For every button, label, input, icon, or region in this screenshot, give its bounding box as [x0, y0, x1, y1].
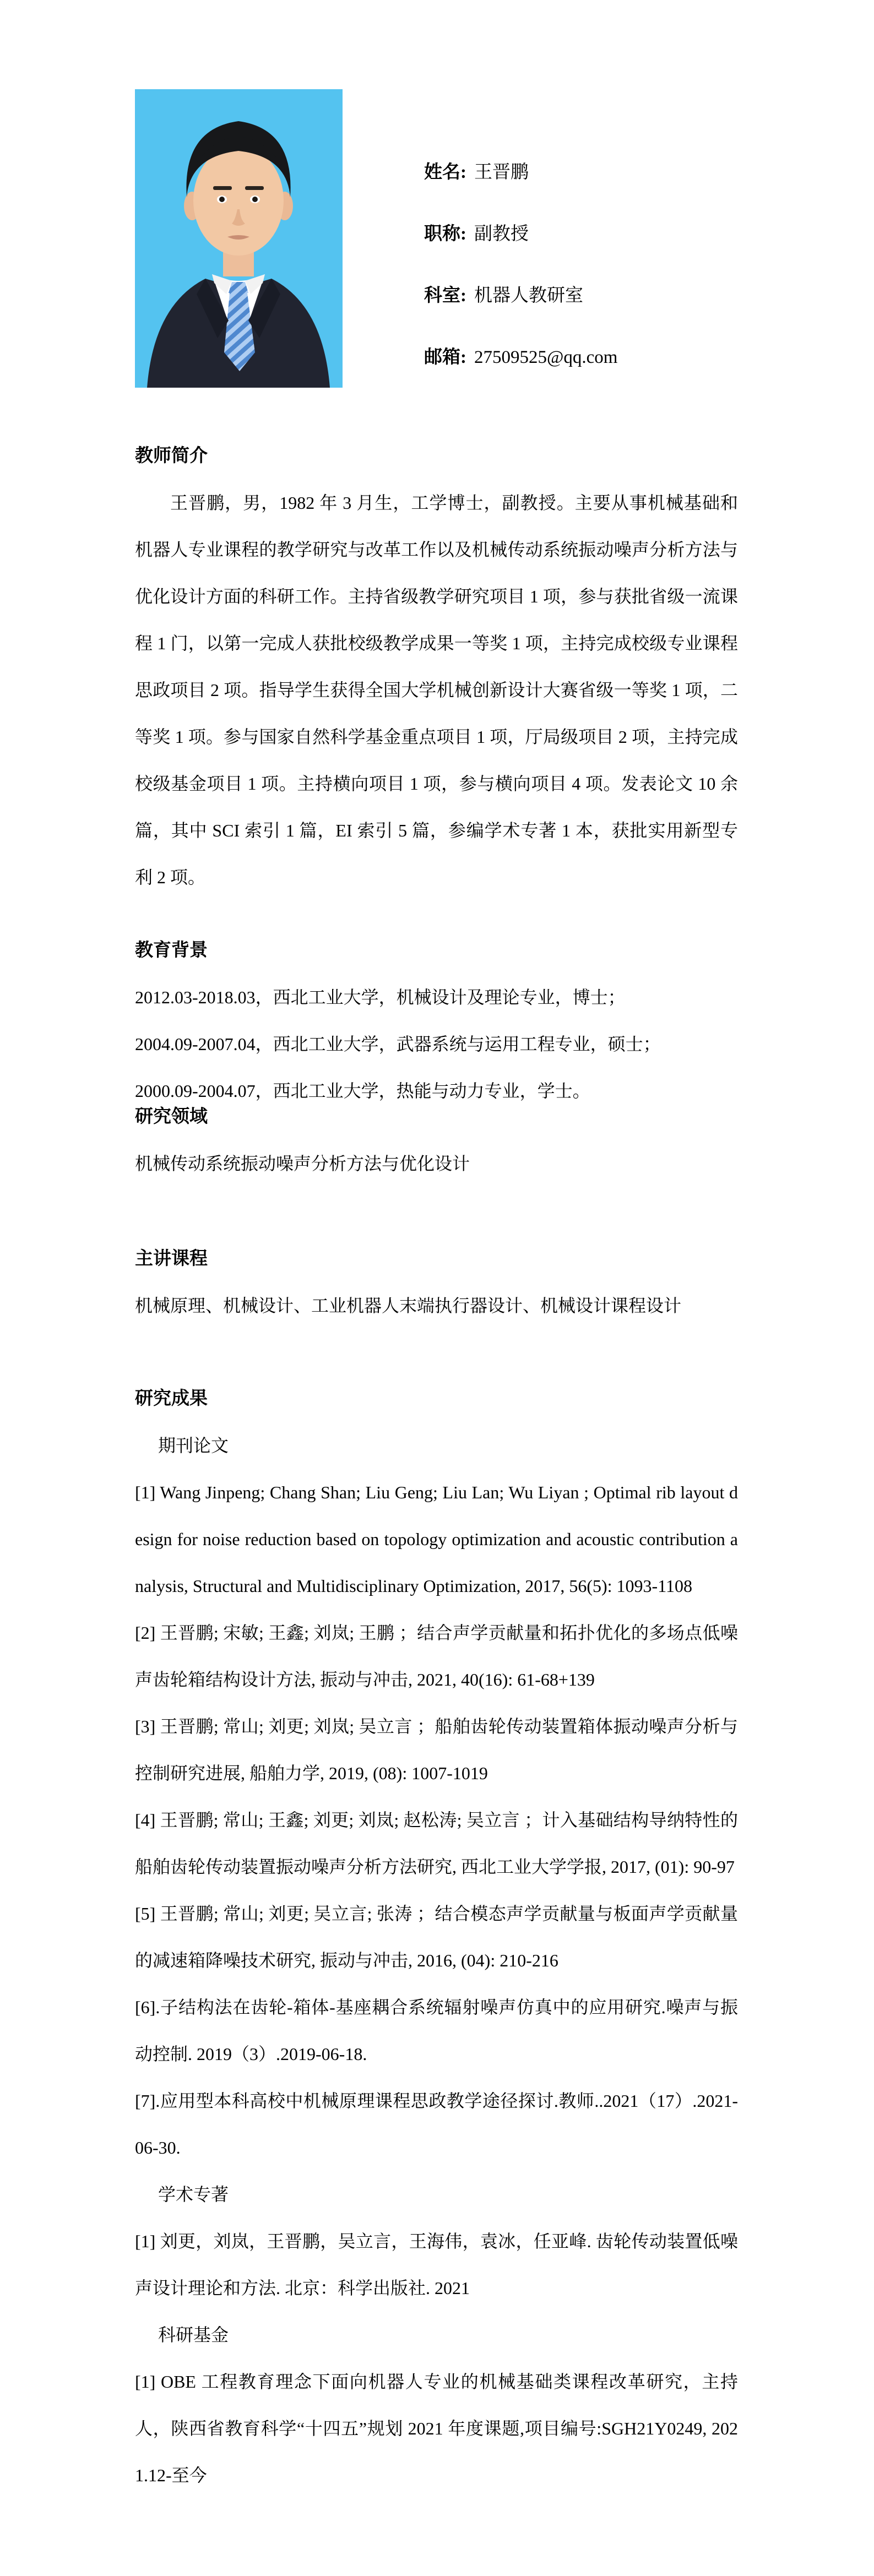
subsection-journal-papers: 期刊论文	[158, 1436, 229, 1455]
subsection-monographs: 学术专著	[158, 2184, 229, 2204]
email-value: 27509525@qq.com	[474, 347, 618, 367]
department-label: 科室:	[424, 286, 466, 306]
section-heading-courses: 主讲课程	[135, 1249, 208, 1269]
field-title	[424, 203, 617, 265]
journal-paper-item: [1] Wang Jinpeng; Chang Shan; Liu Geng; Liu Lan; Wu Liyan ; Optimal rib layout design for noise reduction based on topology optimization and acoustic contribution analysis, Structural and Multidisciplinary Optimization, 2017, 56(5): 1093-1108	[135, 1482, 738, 1596]
journal-paper-item: [2] 王晋鹏; 宋敏; 王鑫; 刘岚; 王鹏 ；结合声学贡献量和拓扑优化的多场点低噪声齿轮箱结构设计方法, 振动与冲击, 2021, 40(16): 61-68+139	[135, 1623, 738, 1689]
intro-paragraph: 王晋鹏，男，1982 年 3 月生，工学博士，副教授。主要从事机械基础和机器人专业课程的教学研究与改革工作以及机械传动系统振动噪声分析方法与优化设计方面的科研工作。主持省级教学研究项目 1 项，参与获批省级一流课程 1 门，以第一完成人获批校级教学成果一等奖 1 项，主持完成校级专业课程思政项目 2 项。指导学生获得全国大学机械创新设计大赛省级一等奖 1 项，二等奖 1 项。参与国家自然科学基金重点项目 1 项，厅局级项目 2 项，主持完成校级基金项目 1 项。主持横向项目 1 项，参与横向项目 4 项。发表论文 10 余篇，其中 SCI 索引 1 篇，EI 索引 5 篇，参编学术专著 1 本，获批实用新型专利 2 项。	[135, 493, 738, 887]
journal-paper-item: [5] 王晋鹏; 常山; 刘更; 吴立言; 张涛 ；结合模态声学贡献量与板面声学贡献量的减速箱降噪技术研究, 振动与冲击, 2016, (04): 210-216	[135, 1904, 738, 1970]
department-value: 机器人教研室	[474, 286, 583, 306]
profile-info	[424, 89, 617, 388]
field-name	[424, 142, 617, 203]
profile-photo	[135, 89, 343, 388]
subsection-research-funds: 科研基金	[158, 2325, 229, 2345]
journal-paper-item: [7].应用型本科高校中机械原理课程思政教学途径探讨.教师..2021（17）.2021-06-30.	[135, 2091, 738, 2157]
journal-paper-item: [3] 王晋鹏; 常山; 刘更; 刘岚; 吴立言 ；船舶齿轮传动装置箱体振动噪声分析与控制研究进展, 船舶力学, 2019, (08): 1007-1019	[135, 1716, 738, 1783]
education-item: 2012.03-2018.03，西北工业大学，机械设计及理论专业，博士；	[135, 987, 626, 1007]
name-label: 姓名:	[424, 162, 466, 182]
email-label: 邮箱:	[424, 347, 466, 367]
education-item: 2000.09-2004.07，西北工业大学，热能与动力专业，学士。	[135, 1081, 590, 1101]
title-value: 副教授	[474, 224, 529, 244]
section-heading-research-area: 研究领域	[135, 1107, 208, 1127]
section-heading-achievements: 研究成果	[135, 1389, 208, 1409]
research-fund-item: [1] OBE 工程教育理念下面向机器人专业的机械基础类课程改革研究，主持人，陕西省教育科学“十四五”规划 2021 年度课题,项目编号:SGH21Y0249, 2021.12-至今	[135, 2372, 738, 2485]
name-value: 王晋鹏	[474, 162, 529, 182]
journal-paper-item: [4] 王晋鹏; 常山; 王鑫; 刘更; 刘岚; 赵松涛; 吴立言 ；计入基础结构导纳特性的船舶齿轮传动装置振动噪声分析方法研究, 西北工业大学学报, 2017, (01): 90-97	[135, 1810, 738, 1877]
courses-content: 机械原理、机械设计、工业机器人末端执行器设计、机械设计课程设计	[135, 1296, 682, 1316]
profile-header	[135, 89, 738, 388]
journal-paper-item: [6].子结构法在齿轮-箱体-基座耦合系统辐射噪声仿真中的应用研究.噪声与振动控制. 2019（3）.2019-06-18.	[135, 1997, 738, 2064]
portrait-photo-svg	[135, 89, 343, 388]
section-heading-intro: 教师简介	[135, 446, 208, 466]
field-email	[424, 327, 617, 388]
monograph-item: [1] 刘更，刘岚，王晋鹏，吴立言，王海伟，袁冰，任亚峰. 齿轮传动装置低噪声设计理论和方法. 北京：科学出版社. 2021	[135, 2231, 738, 2298]
research-area-content: 机械传动系统振动噪声分析方法与优化设计	[135, 1154, 470, 1173]
field-department	[424, 265, 617, 327]
education-item: 2004.09-2007.04，西北工业大学，武器系统与运用工程专业，硕士；	[135, 1034, 661, 1054]
title-label: 职称:	[424, 224, 466, 244]
section-heading-education: 教育背景	[135, 941, 208, 960]
